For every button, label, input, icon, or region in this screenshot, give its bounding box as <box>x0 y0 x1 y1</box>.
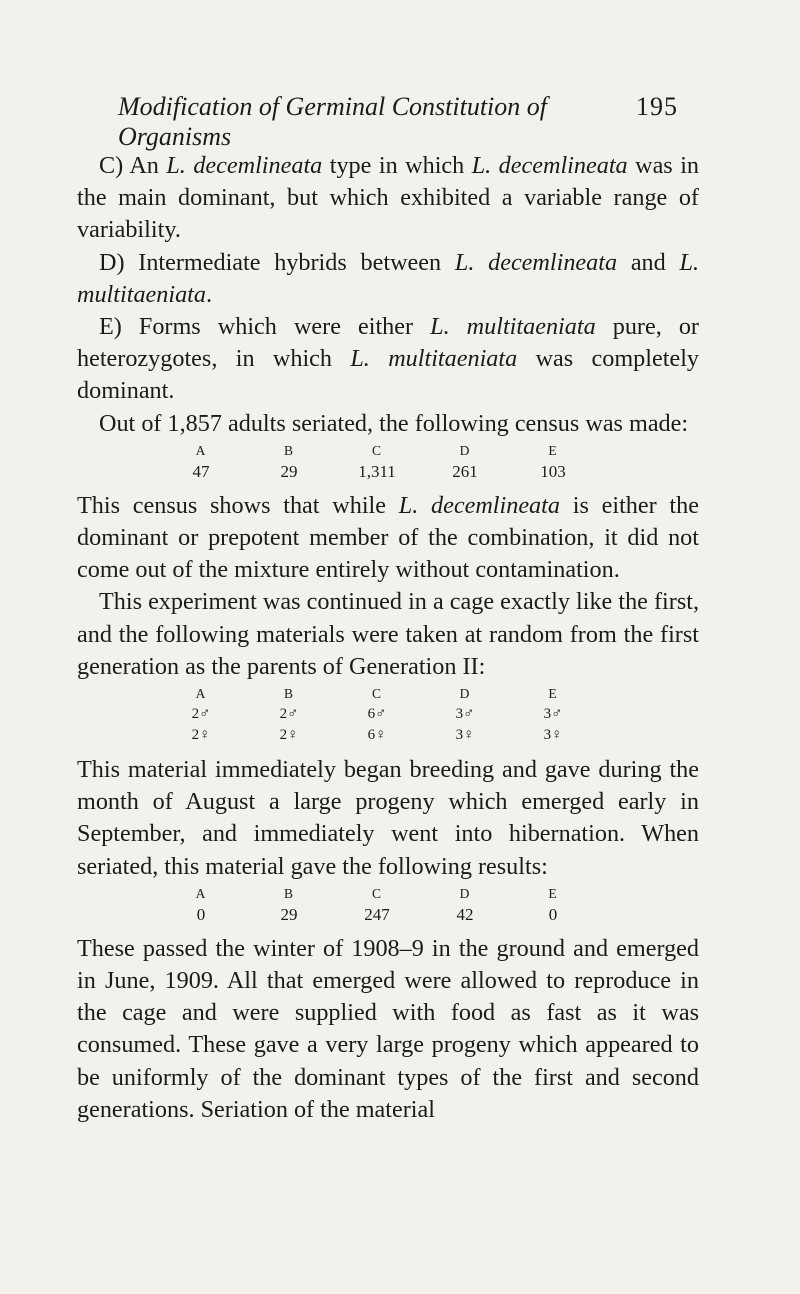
census2-values <box>157 904 597 925</box>
parents-females <box>157 725 597 746</box>
census-label: A <box>195 885 207 901</box>
census-label: B <box>283 686 294 702</box>
female-count: 3♀ <box>455 727 475 744</box>
text-span: D) Intermediate hybrids between <box>99 248 455 276</box>
census2-header <box>157 883 597 904</box>
text-span: . <box>206 280 213 308</box>
species-name: L. decemlineata <box>398 491 560 519</box>
species-name: L. decemlineata <box>471 152 628 179</box>
male-count: 2♂ <box>191 706 211 723</box>
species-name: L. multitaeniata <box>430 313 596 341</box>
running-title: Modification of Germinal Constitution of Organisms <box>118 92 547 151</box>
census1-values <box>157 461 597 482</box>
paragraph-c <box>77 150 699 247</box>
census-value: 1,311 <box>358 461 396 481</box>
census-intro: Out of 1,857 adults seriated, the following census was made: <box>99 409 689 437</box>
census-label: D <box>459 442 471 458</box>
experiment-paragraph: This experiment was continued in a cage exactly like the first, and the following materials were taken at random from the first generation as the parents of Generation II: <box>77 588 699 680</box>
parents-header <box>157 683 597 704</box>
page-number: 195 <box>636 92 678 121</box>
species-name: L. multitaeniata <box>350 345 518 373</box>
text-span: and <box>617 248 680 276</box>
census-label: E <box>548 885 558 901</box>
species-name: L. decemlineata <box>166 152 323 179</box>
running-header <box>118 92 678 152</box>
male-count: 2♂ <box>279 706 299 723</box>
census-label: E <box>548 442 558 458</box>
census-value: 47 <box>192 461 210 481</box>
female-count: 6♀ <box>367 727 387 744</box>
census-label: C <box>371 442 382 458</box>
census-label: B <box>283 442 294 458</box>
text-span: C) An <box>99 152 167 179</box>
species-name: L. multitaeniata <box>77 248 699 308</box>
census-label: C <box>371 885 382 901</box>
census-label: B <box>283 885 294 901</box>
census-value: 261 <box>452 461 478 481</box>
text-span: is either the dominant or prepotent member of the combination, it did not come out of the mixture entirely without contamination. <box>77 491 699 584</box>
paragraph-e <box>77 311 699 408</box>
census-label: D <box>459 885 471 901</box>
winter-paragraph: These passed the winter of 1908–9 in the ground and emerged in June, 1909. All that emerged were allowed to reproduce in the cage and were supplied with food as fast as it was consumed. These gave a very large progeny which appeared to be uniformly of the dominant types of the first and second generations. Seriation of the material <box>77 934 699 1123</box>
female-count: 3♀ <box>543 727 563 744</box>
text-span: was in the main dominant, but which exhibited a variable range of variability. <box>77 152 700 244</box>
male-count: 3♂ <box>543 706 563 723</box>
text-span: type in which <box>322 152 472 179</box>
text-span: E) Forms which were either <box>99 313 431 341</box>
census-value: 29 <box>280 904 298 924</box>
census-label: A <box>195 686 207 702</box>
census-value: 0 <box>548 904 558 924</box>
female-count: 2♀ <box>279 727 299 744</box>
census-value: 0 <box>196 904 206 924</box>
census-value: 103 <box>540 461 566 481</box>
body-text <box>77 150 699 1126</box>
text-span: pure, or heterozygotes, in which <box>77 313 699 373</box>
parents-males <box>157 704 597 725</box>
census-value: 247 <box>364 904 390 924</box>
breeding-paragraph: This material immediately began breeding and gave during the month of August a large progeny which emerged early in September, and immediately went into hibernation. When seriated, this material gave the following results: <box>77 756 699 880</box>
census-label: C <box>371 686 382 702</box>
census-value: 42 <box>456 904 474 924</box>
census-note <box>77 490 699 587</box>
census-value: 29 <box>280 461 298 481</box>
text-span: was completely dominant. <box>77 345 700 405</box>
female-count: 2♀ <box>191 727 211 744</box>
text-span: This census shows that while <box>77 491 399 519</box>
census-label: E <box>548 686 558 702</box>
male-count: 6♂ <box>367 706 387 723</box>
census1-header <box>157 440 597 461</box>
census-label: D <box>459 686 471 702</box>
male-count: 3♂ <box>455 706 475 723</box>
species-name: L. decemlineata <box>454 248 618 276</box>
census-label: A <box>195 442 207 458</box>
paragraph-d <box>77 247 699 311</box>
